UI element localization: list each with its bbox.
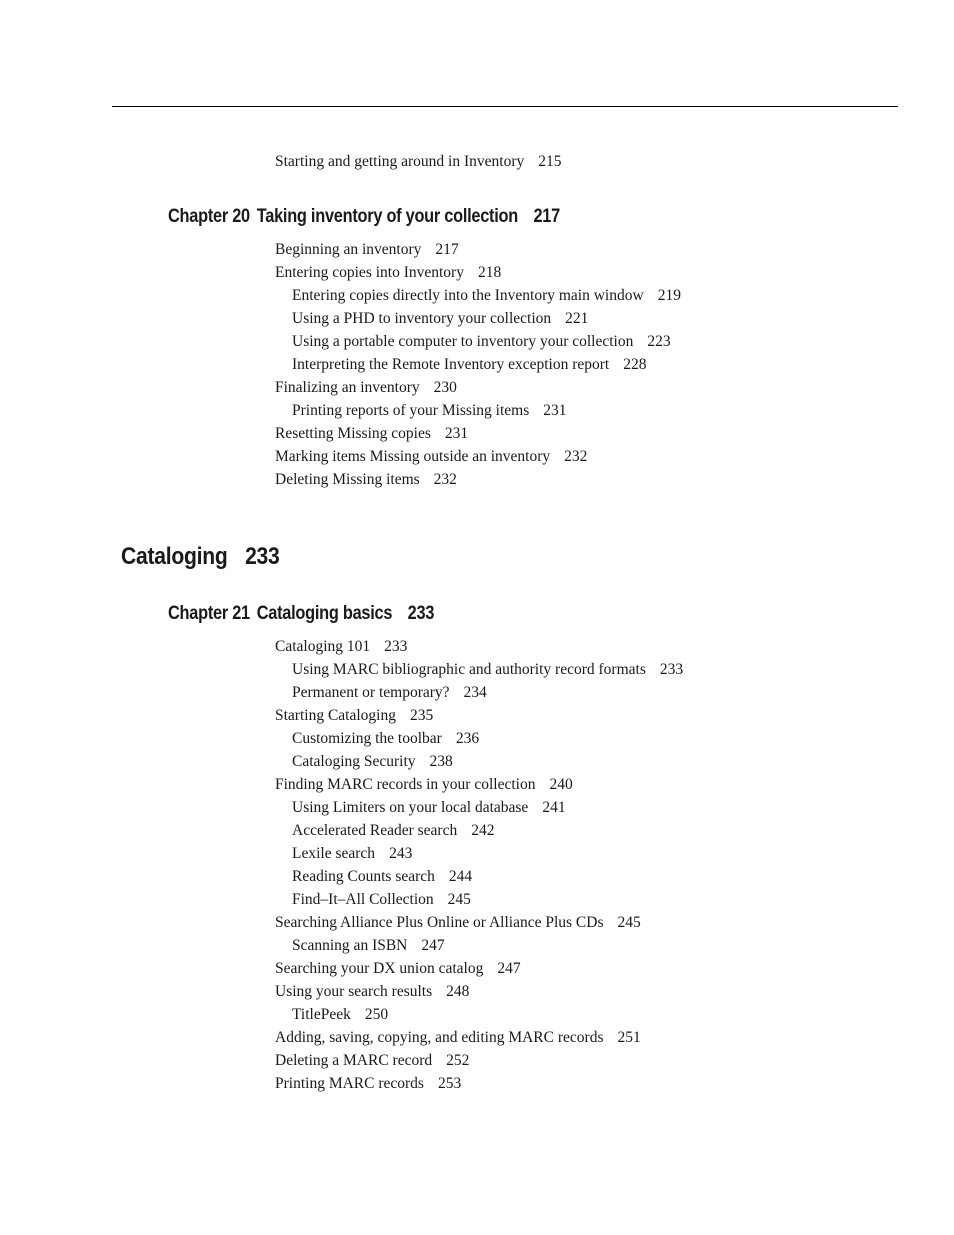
toc-entry-title: Using your search results [275,983,433,1000]
toc-entry[interactable] [275,706,433,726]
toc-subentry[interactable] [292,752,453,772]
toc-entry-page: 243 [389,845,413,862]
toc-entry-page: 217 [435,241,459,258]
toc-entry-page: 228 [623,356,647,373]
toc-entry-title: Entering copies into Inventory [275,264,464,281]
toc-entry-title: Using a PHD to inventory your collection [292,310,552,327]
chapter-title: Cataloging basics [256,603,393,624]
toc-entry-page: 230 [433,379,457,396]
toc-entry-title: Printing MARC records [275,1075,424,1092]
toc-entry-title: Marking items Missing outside an inventory [275,448,551,465]
header-rule [112,106,898,107]
toc-entry[interactable] [275,913,641,933]
toc-subentry[interactable] [292,821,494,841]
toc-entry-title: Searching Alliance Plus Online or Alliance Plus CDs [275,914,604,931]
toc-entry[interactable] [275,1028,641,1048]
toc-entry-page: 221 [565,310,589,327]
toc-entry-title: Scanning an ISBN [292,937,408,954]
toc-entry-title: Lexile search [292,845,376,862]
toc-subentry[interactable] [292,355,646,375]
toc-entry-title: TitlePeek [292,1006,351,1023]
toc-entry-title: Using a portable computer to inventory your collection [292,333,634,350]
chapter-page: 233 [407,603,435,624]
toc-entry-page: 252 [446,1052,470,1069]
toc-entry-page: 248 [446,983,470,1000]
toc-entry-title: Resetting Missing copies [275,425,431,442]
chapter-label: Chapter 21 [168,603,250,624]
toc-entry-title: Entering copies directly into the Inventory main window [292,287,644,304]
toc-entry-title: Customizing the toolbar [292,730,442,747]
toc-subentry[interactable] [292,309,588,329]
toc-entry-title: Starting and getting around in Inventory [275,153,525,170]
toc-entry-title: Accelerated Reader search [292,822,458,839]
toc-subentry[interactable] [292,683,487,703]
toc-subentry[interactable] [292,936,445,956]
toc-entry-title: Cataloging Security [292,753,416,770]
toc-subentry[interactable] [292,660,683,680]
toc-entry[interactable] [275,152,562,172]
toc-subentry[interactable] [292,286,681,306]
chapter-20-heading[interactable] [168,205,560,229]
toc-entry[interactable] [275,424,468,444]
toc-entry-title: Beginning an inventory [275,241,422,258]
toc-entry-title: Deleting Missing items [275,471,420,488]
toc-entry[interactable] [275,1051,469,1071]
toc-entry-page: 219 [657,287,681,304]
part-page: 233 [245,543,280,570]
toc-entry[interactable] [275,959,521,979]
toc-subentry[interactable] [292,401,566,421]
chapter-21-heading[interactable] [168,602,434,626]
toc-entry[interactable] [275,1074,461,1094]
toc-entry-title: Finding MARC records in your collection [275,776,536,793]
toc-entry-page: 247 [421,937,445,954]
toc-subentry[interactable] [292,332,671,352]
toc-subentry[interactable] [292,844,412,864]
toc-entry-page: 251 [617,1029,641,1046]
toc-entry-title: Using Limiters on your local database [292,799,529,816]
toc-entry[interactable] [275,263,501,283]
toc-entry-page: 236 [455,730,480,747]
chapter-label: Chapter 20 [168,206,250,227]
toc-entry-title: Adding, saving, copying, and editing MARC records [275,1029,604,1046]
chapter-title: Taking inventory of your collection [256,206,518,227]
toc-entry-page: 218 [477,264,502,281]
toc-subentry[interactable] [292,1005,388,1025]
toc-entry-page: 250 [364,1006,389,1023]
toc-entry-title: Interpreting the Remote Inventory exception report [292,356,610,373]
toc-entry-page: 232 [433,471,457,488]
toc-subentry[interactable] [292,867,472,887]
toc-entry-title: Reading Counts search [292,868,435,885]
toc-entry-title: Starting Cataloging [275,707,396,724]
toc-entry-page: 238 [429,753,453,770]
toc-entry[interactable] [275,470,457,490]
toc-entry-page: 244 [448,868,473,885]
toc-entry[interactable] [275,637,407,657]
toc-entry-title: Finalizing an inventory [275,379,420,396]
toc-entry-page: 253 [437,1075,462,1092]
toc-entry[interactable] [275,775,573,795]
toc-entry-page: 232 [564,448,588,465]
toc-entry-title: Find–It–All Collection [292,891,434,908]
toc-entry-page: 241 [542,799,566,816]
toc-entry-page: 245 [447,891,471,908]
toc-entry-title: Cataloging 101 [275,638,371,655]
toc-entry-title: Permanent or temporary? [292,684,450,701]
toc-entry-title: Deleting a MARC record [275,1052,433,1069]
toc-entry-title: Printing reports of your Missing items [292,402,530,419]
toc-entry-page: 235 [409,707,434,724]
toc-entry[interactable] [275,240,459,260]
toc-entry-page: 247 [497,960,521,977]
toc-entry-page: 234 [463,684,487,701]
part-heading[interactable] [121,542,280,572]
toc-subentry[interactable] [292,890,471,910]
toc-subentry[interactable] [292,798,566,818]
toc-entry[interactable] [275,378,457,398]
toc-entry[interactable] [275,982,469,1002]
part-title: Cataloging [121,543,228,570]
toc-entry-page: 223 [647,333,671,350]
toc-entry-page: 231 [444,425,469,442]
toc-entry-page: 242 [471,822,495,839]
toc-entry[interactable] [275,447,587,467]
chapter-page: 217 [533,206,560,227]
toc-entry-page: 245 [617,914,641,931]
toc-entry-page: 233 [659,661,684,678]
toc-entry-page: 215 [538,153,562,170]
toc-entry-title: Using MARC bibliographic and authority record formats [292,661,646,678]
toc-entry-title: Searching your DX union catalog [275,960,484,977]
toc-entry-page: 240 [549,776,573,793]
toc-entry-page: 231 [543,402,567,419]
toc-subentry[interactable] [292,729,479,749]
toc-entry-page: 233 [384,638,408,655]
